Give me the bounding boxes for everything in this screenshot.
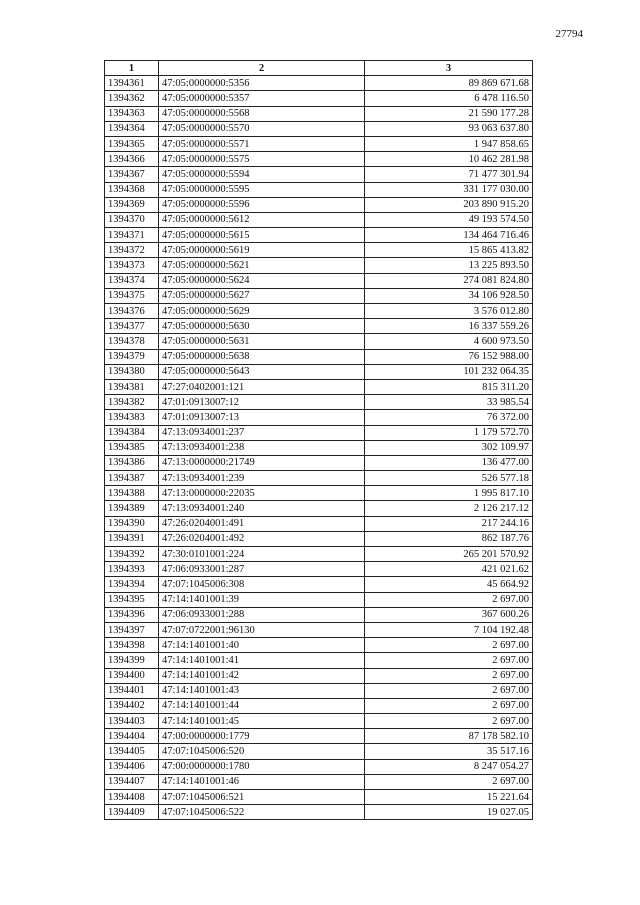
- cadastral-number-cell: 47:01:0913007:13: [159, 410, 365, 425]
- cadastral-number-cell: 47:00:0000000:1780: [159, 759, 365, 774]
- table-row: [105, 182, 533, 197]
- cadastral-number-cell: 47:13:0934001:239: [159, 471, 365, 486]
- table-row: [105, 152, 533, 167]
- row-number-cell: 1394393: [105, 562, 159, 577]
- table-row: [105, 455, 533, 470]
- row-number-cell: 1394408: [105, 790, 159, 805]
- cadastral-value-cell: 203 890 915.20: [365, 197, 533, 212]
- row-number-cell: 1394385: [105, 440, 159, 455]
- cadastral-number-cell: 47:01:0913007:12: [159, 395, 365, 410]
- cadastral-value-cell: 35 517.16: [365, 744, 533, 759]
- table-row: [105, 653, 533, 668]
- cadastral-value-cell: 87 178 582.10: [365, 729, 533, 744]
- table-row: [105, 683, 533, 698]
- table-row: [105, 774, 533, 789]
- row-number-cell: 1394371: [105, 228, 159, 243]
- table-row: [105, 243, 533, 258]
- cadastral-value-cell: 302 109.97: [365, 440, 533, 455]
- cadastral-number-cell: 47:14:1401001:40: [159, 638, 365, 653]
- cadastral-number-cell: 47:05:0000000:5568: [159, 106, 365, 121]
- row-number-cell: 1394396: [105, 607, 159, 622]
- table-row: [105, 197, 533, 212]
- cadastral-value-cell: 136 477.00: [365, 455, 533, 470]
- cadastral-number-cell: 47:13:0934001:237: [159, 425, 365, 440]
- row-number-cell: 1394373: [105, 258, 159, 273]
- cadastral-value-table: [104, 60, 533, 820]
- cadastral-number-cell: 47:05:0000000:5619: [159, 243, 365, 258]
- row-number-cell: 1394405: [105, 744, 159, 759]
- table-row: [105, 638, 533, 653]
- cadastral-value-cell: 101 232 064.35: [365, 364, 533, 379]
- row-number-cell: 1394378: [105, 334, 159, 349]
- row-number-cell: 1394387: [105, 471, 159, 486]
- table-row: [105, 136, 533, 151]
- cadastral-number-cell: 47:06:0933001:288: [159, 607, 365, 622]
- table-row: [105, 379, 533, 394]
- row-number-cell: 1394406: [105, 759, 159, 774]
- table-row: [105, 622, 533, 637]
- row-number-cell: 1394384: [105, 425, 159, 440]
- cadastral-value-cell: 10 462 281.98: [365, 152, 533, 167]
- cadastral-value-cell: 2 697.00: [365, 774, 533, 789]
- cadastral-number-cell: 47:13:0000000:22035: [159, 486, 365, 501]
- row-number-cell: 1394407: [105, 774, 159, 789]
- table-row: [105, 744, 533, 759]
- row-number-cell: 1394388: [105, 486, 159, 501]
- cadastral-number-cell: 47:26:0204001:491: [159, 516, 365, 531]
- row-number-cell: 1394381: [105, 379, 159, 394]
- cadastral-value-cell: 2 697.00: [365, 638, 533, 653]
- cadastral-number-cell: 47:14:1401001:43: [159, 683, 365, 698]
- row-number-cell: 1394389: [105, 501, 159, 516]
- cadastral-number-cell: 47:05:0000000:5612: [159, 212, 365, 227]
- table-row: [105, 228, 533, 243]
- row-number-cell: 1394401: [105, 683, 159, 698]
- row-number-cell: 1394402: [105, 698, 159, 713]
- cadastral-number-cell: 47:13:0934001:240: [159, 501, 365, 516]
- row-number-cell: 1394377: [105, 319, 159, 334]
- cadastral-number-cell: 47:00:0000000:1779: [159, 729, 365, 744]
- cadastral-number-cell: 47:05:0000000:5596: [159, 197, 365, 212]
- table-row: [105, 91, 533, 106]
- row-number-cell: 1394374: [105, 273, 159, 288]
- table-row: [105, 349, 533, 364]
- table-row: [105, 288, 533, 303]
- row-number-cell: 1394364: [105, 121, 159, 136]
- cadastral-value-cell: 7 104 192.48: [365, 622, 533, 637]
- cadastral-number-cell: 47:07:1045006:308: [159, 577, 365, 592]
- cadastral-number-cell: 47:05:0000000:5570: [159, 121, 365, 136]
- cadastral-value-cell: 1 947 858.65: [365, 136, 533, 151]
- row-number-cell: 1394399: [105, 653, 159, 668]
- cadastral-value-cell: 15 865 413.82: [365, 243, 533, 258]
- cadastral-number-cell: 47:05:0000000:5630: [159, 319, 365, 334]
- cadastral-number-cell: 47:06:0933001:287: [159, 562, 365, 577]
- cadastral-value-cell: 134 464 716.46: [365, 228, 533, 243]
- table-row: [105, 790, 533, 805]
- row-number-cell: 1394383: [105, 410, 159, 425]
- cadastral-value-cell: 1 179 572.70: [365, 425, 533, 440]
- cadastral-number-cell: 47:05:0000000:5629: [159, 304, 365, 319]
- table-row: [105, 729, 533, 744]
- cadastral-number-cell: 47:05:0000000:5357: [159, 91, 365, 106]
- table-row: [105, 501, 533, 516]
- cadastral-value-cell: 265 201 570.92: [365, 547, 533, 562]
- table-row: [105, 714, 533, 729]
- cadastral-number-cell: 47:07:1045006:521: [159, 790, 365, 805]
- table-row: [105, 410, 533, 425]
- cadastral-number-cell: 47:30:0101001:224: [159, 547, 365, 562]
- cadastral-value-cell: 21 590 177.28: [365, 106, 533, 121]
- row-number-cell: 1394400: [105, 668, 159, 683]
- header-row: [105, 61, 533, 76]
- page-number: 27794: [555, 28, 583, 40]
- cadastral-value-cell: 862 187.76: [365, 531, 533, 546]
- cadastral-value-cell: 76 372.00: [365, 410, 533, 425]
- cadastral-number-cell: 47:13:0000000:21749: [159, 455, 365, 470]
- cadastral-number-cell: 47:05:0000000:5594: [159, 167, 365, 182]
- row-number-cell: 1394376: [105, 304, 159, 319]
- table-body: [105, 76, 533, 820]
- row-number-cell: 1394365: [105, 136, 159, 151]
- cadastral-number-cell: 47:07:1045006:522: [159, 805, 365, 820]
- row-number-cell: 1394367: [105, 167, 159, 182]
- table-row: [105, 471, 533, 486]
- cadastral-value-cell: 2 697.00: [365, 698, 533, 713]
- row-number-cell: 1394390: [105, 516, 159, 531]
- row-number-cell: 1394395: [105, 592, 159, 607]
- row-number-cell: 1394369: [105, 197, 159, 212]
- table-row: [105, 121, 533, 136]
- cadastral-value-cell: 421 021.62: [365, 562, 533, 577]
- cadastral-value-cell: 2 697.00: [365, 653, 533, 668]
- table-row: [105, 759, 533, 774]
- table-row: [105, 304, 533, 319]
- cadastral-number-cell: 47:05:0000000:5595: [159, 182, 365, 197]
- cadastral-value-cell: 19 027.05: [365, 805, 533, 820]
- row-number-cell: 1394386: [105, 455, 159, 470]
- cadastral-value-cell: 526 577.18: [365, 471, 533, 486]
- row-number-cell: 1394366: [105, 152, 159, 167]
- row-number-cell: 1394382: [105, 395, 159, 410]
- cadastral-number-cell: 47:05:0000000:5575: [159, 152, 365, 167]
- table-row: [105, 106, 533, 121]
- row-number-cell: 1394372: [105, 243, 159, 258]
- cadastral-number-cell: 47:07:1045006:520: [159, 744, 365, 759]
- table-row: [105, 486, 533, 501]
- row-number-cell: 1394380: [105, 364, 159, 379]
- table-row: [105, 440, 533, 455]
- cadastral-value-cell: 367 600.26: [365, 607, 533, 622]
- cadastral-number-cell: 47:27:0402001:121: [159, 379, 365, 394]
- table-row: [105, 607, 533, 622]
- table-row: [105, 698, 533, 713]
- table-row: [105, 592, 533, 607]
- cadastral-value-cell: 49 193 574.50: [365, 212, 533, 227]
- table-row: [105, 364, 533, 379]
- cadastral-number-cell: 47:05:0000000:5627: [159, 288, 365, 303]
- table-row: [105, 167, 533, 182]
- table-row: [105, 273, 533, 288]
- table-row: [105, 562, 533, 577]
- column-header-3: 3: [365, 61, 533, 76]
- row-number-cell: 1394363: [105, 106, 159, 121]
- cadastral-value-cell: 6 478 116.50: [365, 91, 533, 106]
- table-row: [105, 76, 533, 91]
- table-row: [105, 319, 533, 334]
- table-row: [105, 425, 533, 440]
- row-number-cell: 1394368: [105, 182, 159, 197]
- row-number-cell: 1394391: [105, 531, 159, 546]
- row-number-cell: 1394409: [105, 805, 159, 820]
- row-number-cell: 1394375: [105, 288, 159, 303]
- table-row: [105, 516, 533, 531]
- cadastral-number-cell: 47:14:1401001:41: [159, 653, 365, 668]
- cadastral-value-cell: 34 106 928.50: [365, 288, 533, 303]
- cadastral-number-cell: 47:05:0000000:5621: [159, 258, 365, 273]
- cadastral-number-cell: 47:05:0000000:5571: [159, 136, 365, 151]
- cadastral-number-cell: 47:05:0000000:5638: [159, 349, 365, 364]
- cadastral-value-cell: 76 152 988.00: [365, 349, 533, 364]
- cadastral-value-cell: 3 576 012.80: [365, 304, 533, 319]
- cadastral-value-cell: 16 337 559.26: [365, 319, 533, 334]
- cadastral-value-cell: 2 126 217.12: [365, 501, 533, 516]
- cadastral-number-cell: 47:14:1401001:42: [159, 668, 365, 683]
- row-number-cell: 1394404: [105, 729, 159, 744]
- cadastral-value-cell: 13 225 893.50: [365, 258, 533, 273]
- row-number-cell: 1394379: [105, 349, 159, 364]
- cadastral-number-cell: 47:05:0000000:5631: [159, 334, 365, 349]
- table-row: [105, 668, 533, 683]
- cadastral-number-cell: 47:14:1401001:44: [159, 698, 365, 713]
- cadastral-number-cell: 47:14:1401001:45: [159, 714, 365, 729]
- cadastral-number-cell: 47:05:0000000:5643: [159, 364, 365, 379]
- cadastral-number-cell: 47:07:0722001:96130: [159, 622, 365, 637]
- row-number-cell: 1394398: [105, 638, 159, 653]
- cadastral-value-cell: 45 664.92: [365, 577, 533, 592]
- cadastral-number-cell: 47:13:0934001:238: [159, 440, 365, 455]
- cadastral-value-cell: 2 697.00: [365, 683, 533, 698]
- table-row: [105, 577, 533, 592]
- cadastral-value-cell: 93 063 637.80: [365, 121, 533, 136]
- row-number-cell: 1394362: [105, 91, 159, 106]
- row-number-cell: 1394370: [105, 212, 159, 227]
- cadastral-value-cell: 2 697.00: [365, 668, 533, 683]
- cadastral-value-cell: 217 244.16: [365, 516, 533, 531]
- row-number-cell: 1394397: [105, 622, 159, 637]
- table-row: [105, 547, 533, 562]
- cadastral-value-cell: 4 600 973.50: [365, 334, 533, 349]
- cadastral-number-cell: 47:26:0204001:492: [159, 531, 365, 546]
- table-row: [105, 531, 533, 546]
- row-number-cell: 1394403: [105, 714, 159, 729]
- table-row: [105, 395, 533, 410]
- cadastral-value-cell: 33 985.54: [365, 395, 533, 410]
- cadastral-value-cell: 2 697.00: [365, 714, 533, 729]
- table-row: [105, 258, 533, 273]
- cadastral-value-cell: 1 995 817.10: [365, 486, 533, 501]
- cadastral-value-cell: 274 081 824.80: [365, 273, 533, 288]
- cadastral-number-cell: 47:14:1401001:39: [159, 592, 365, 607]
- column-header-2: 2: [159, 61, 365, 76]
- table-row: [105, 212, 533, 227]
- cadastral-value-cell: 2 697.00: [365, 592, 533, 607]
- cadastral-value-cell: 331 177 030.00: [365, 182, 533, 197]
- cadastral-number-cell: 47:14:1401001:46: [159, 774, 365, 789]
- cadastral-value-cell: 89 869 671.68: [365, 76, 533, 91]
- table-row: [105, 805, 533, 820]
- cadastral-number-cell: 47:05:0000000:5615: [159, 228, 365, 243]
- cadastral-value-cell: 71 477 301.94: [365, 167, 533, 182]
- row-number-cell: 1394392: [105, 547, 159, 562]
- column-header-1: 1: [105, 61, 159, 76]
- cadastral-value-cell: 8 247 054.27: [365, 759, 533, 774]
- cadastral-number-cell: 47:05:0000000:5624: [159, 273, 365, 288]
- table-row: [105, 334, 533, 349]
- row-number-cell: 1394394: [105, 577, 159, 592]
- cadastral-value-cell: 15 221.64: [365, 790, 533, 805]
- row-number-cell: 1394361: [105, 76, 159, 91]
- cadastral-value-cell: 815 311.20: [365, 379, 533, 394]
- cadastral-number-cell: 47:05:0000000:5356: [159, 76, 365, 91]
